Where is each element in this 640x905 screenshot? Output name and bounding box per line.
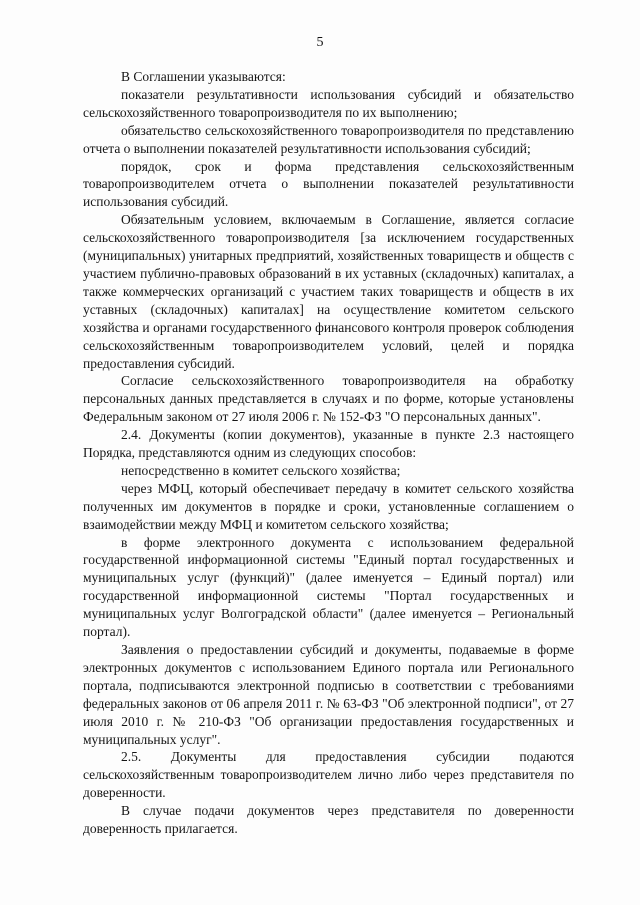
document-body: [83, 68, 574, 838]
paragraph: непосредственно в комитет сельского хозяйства;: [121, 462, 401, 478]
paragraph: Обязательным условием, включаемым в Соглашение, является согласие сельскохозяйственного товаропроизводителя [за исключением государственных (муниципальных) унитарных предприятий, хозяйственных товариществ и обществ с участием публично-правовых образований в их уставных (складочных) капиталах, а также коммерческих организаций с участием таких товариществ и обществ в их уставных (складочных) капиталах] на осуществление комитетом сельского хозяйства и органами государственного финансового контроля проверок соблюдения сельскохозяйственным товаропроизводителем условий, целей и порядка предоставления субсидий.: [83, 212, 574, 371]
paragraph: 2.5. Документы для предоставления субсидии подаются сельскохозяйственным товаропроизводителем лично либо через представителя по доверенности.: [83, 749, 574, 801]
paragraph: Заявления о предоставлении субсидий и документы, подаваемые в форме электронных документов с использованием Единого портала или Регионального портала, подписываются электронной подписью в соответствии с требованиями федеральных законов от 06 апреля 2011 г. № 63-ФЗ "Об электронной подписи", от 27 июля 2010 г. № 210-ФЗ "Об организации предоставления государственных и муниципальных услуг".: [83, 642, 574, 747]
paragraph: в форме электронного документа с использованием федеральной государственной информационной системы "Единый портал государственных и муниципальных услуг (функций)" (далее именуется – Единый портал) или государственной информационной системы "Портал государственных и муниципальных услуг Волгоградской области" (далее именуется – Региональный портал).: [83, 534, 574, 640]
paragraph: порядок, срок и форма представления сельскохозяйственным товаропроизводителем отчета о выполнении показателей результативности использования субсидий.: [83, 158, 574, 210]
paragraph: показатели результативности использования субсидий и обязательство сельскохозяйственного товаропроизводителя по их выполнению;: [83, 86, 574, 120]
page-number: 5: [316, 35, 324, 50]
paragraph: обязательство сельскохозяйственного товаропроизводителя по представлению отчета о выполнении показателей результативности использования субсидий;: [83, 122, 574, 156]
paragraph: Согласие сельскохозяйственного товаропроизводителя на обработку персональных данных представляется в случаях и по форме, которые установлены Федеральным законом от 27 июля 2006 г. № 152-ФЗ "О персональных данных".: [83, 373, 574, 425]
paragraph: 2.4. Документы (копии документов), указанные в пункте 2.3 настоящего Порядка, представляются одним из следующих способов:: [83, 427, 574, 461]
paragraph: В Соглашении указываются:: [121, 69, 286, 84]
paragraph: В случае подачи документов через представителя по доверенности доверенность прилагается.: [83, 803, 574, 837]
paragraph: через МФЦ, который обеспечивает передачу в комитет сельского хозяйства полученных им документов в порядке и сроки, установленные соглашением о взаимодействии между МФЦ и комитетом сельского хозяйства;: [83, 480, 574, 532]
